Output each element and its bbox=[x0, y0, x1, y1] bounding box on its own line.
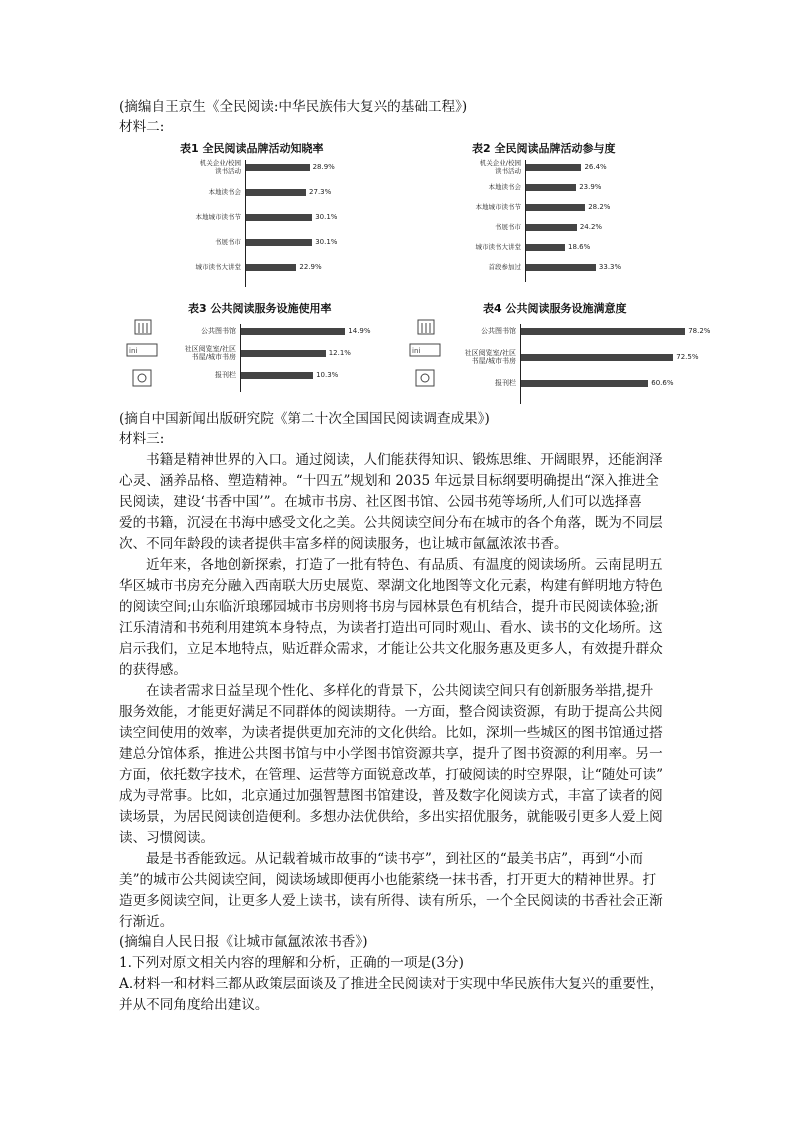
paragraph-line: 心灵、涵养品格、塑造精神。“十四五”规划和 2035 年远景目标纲要明确提出“深入推进全 bbox=[119, 473, 659, 489]
chart-axis bbox=[520, 324, 521, 404]
chart-value-label: 24.2% bbox=[579, 223, 603, 231]
chart-value-label: 30.1% bbox=[315, 213, 338, 221]
paragraph-line: 近年来，各地创新探索，打造了一批有特色、有品质、有温度的阅读场所。云南昆明五 bbox=[146, 557, 663, 573]
paragraph-line: 书籍是精神世界的入口。通过阅读，人们能获得知识、锻炼思维、开阔眼界，还能润泽 bbox=[146, 452, 663, 468]
chart-3 bbox=[120, 300, 400, 400]
source-note-1: (摘编自王京生《全民阅读:中华民族伟大复兴的基础工程》) bbox=[119, 99, 468, 115]
chart-value-label: 28.9% bbox=[312, 163, 335, 171]
paragraph-line: 建总分馆体系，推进公共图书馆与中小学图书馆资源共享，提升了图书资源的利用率。另一 bbox=[119, 746, 663, 762]
chart-value-label: 23.9% bbox=[579, 183, 602, 191]
chart-value-label: 60.6% bbox=[651, 379, 674, 387]
chart-category-label: 书展书市 bbox=[215, 238, 241, 246]
chart-category-label: 公共图书馆 bbox=[481, 327, 516, 335]
chart-4 bbox=[405, 300, 711, 405]
chart-bar bbox=[526, 204, 585, 211]
paragraph-line: 爱的书籍，沉浸在书海中感受文化之美。公共阅读空间分布在城市的各个角落，既为不同层 bbox=[119, 515, 663, 531]
chart-value-label: 27.3% bbox=[309, 188, 332, 196]
chart-title: 表1 全民阅读品牌活动知晓率 bbox=[180, 142, 324, 155]
chart-bar bbox=[246, 164, 310, 171]
chart-bar bbox=[246, 239, 312, 246]
chart-bar bbox=[526, 164, 581, 171]
chart-category-label: 报刊栏 bbox=[495, 379, 516, 387]
chart-value-label: 33.3% bbox=[598, 263, 622, 271]
chart-value-label: 78.2% bbox=[688, 327, 711, 335]
library-building-icon bbox=[125, 318, 161, 390]
paragraph-line: 方面，依托数字技术，在管理、运营等方面锐意改革，打破阅读的时空界限，让“随处可读” bbox=[119, 767, 664, 783]
chart-category-label: 公共图书馆 bbox=[201, 327, 236, 335]
chart-value-label: 22.9% bbox=[299, 263, 322, 271]
chart-category-label: 社区阅览室/社区 书屋/城市书房 bbox=[464, 349, 516, 365]
chart-value-label: 28.2% bbox=[588, 203, 611, 211]
paragraph-line: 读空间使用的效率，为读者提供更加充沛的文化供给。比如，深圳一些城区的图书馆通过搭 bbox=[119, 725, 663, 741]
chart-value-label: 72.5% bbox=[676, 353, 699, 361]
chart-category-label: 本地读书会 bbox=[488, 183, 521, 191]
chart-category-label: 机关企业/校园 读书活动 bbox=[199, 159, 241, 175]
paragraph-line: 次、不同年龄段的读者提供丰富多样的阅读服务，也让城市氤氲浓浓书香。 bbox=[119, 536, 568, 552]
chart-bar bbox=[246, 214, 312, 221]
svg-text:ini: ini bbox=[129, 347, 138, 355]
chart-value-label: 12.1% bbox=[328, 349, 351, 357]
chart-value-label: 18.6% bbox=[568, 243, 591, 251]
library-building-icon-2 bbox=[408, 318, 444, 390]
chart-bar bbox=[246, 264, 296, 271]
paragraph-line: 华区城市书房充分融入西南联大历史展览、翠湖文化地图等文化元素，构建有鲜明地方特色 bbox=[119, 578, 663, 594]
chart-category-label: 书展书市 bbox=[495, 223, 521, 231]
chart-value-label: 10.3% bbox=[316, 371, 339, 379]
paragraph-line: 在读者需求日益呈现个性化、多样化的背景下，公共阅读空间只有创新服务举措,提升 bbox=[146, 683, 654, 699]
chart-title: 表4 公共阅读服务设施满意度 bbox=[483, 302, 627, 315]
chart-2 bbox=[440, 140, 670, 285]
chart-category-label: 报刊栏 bbox=[215, 371, 236, 379]
chart-category-label: 首段参加过 bbox=[488, 263, 521, 271]
chart-bar bbox=[526, 224, 577, 231]
paragraph-line: 民阅读，建设‘书香中国’”。在城市书房、社区图书馆、公园书苑等场所,人们可以选择喜 bbox=[119, 494, 642, 510]
chart-bar bbox=[241, 328, 345, 335]
option-a: A.材料一和材料三都从政策层面谈及了推进全民阅读对于实现中华民族伟大复兴的重要性， bbox=[119, 976, 664, 992]
paragraph-line: 造更多阅读空间，让更多人爱上读书，读有所得、读有所乐，一个全民阅读的书香社会正渐 bbox=[119, 893, 663, 909]
option-a-cont: 并从不同角度给出建议。 bbox=[119, 997, 269, 1013]
chart-title: 表3 公共阅读服务设施使用率 bbox=[188, 302, 332, 315]
svg-text:ini: ini bbox=[412, 347, 421, 355]
paragraph-line: 读、习惯阅读。 bbox=[119, 830, 215, 846]
source-note-3: (摘编自人民日报《让城市氤氲浓浓书香》) bbox=[119, 934, 368, 950]
chart-bar bbox=[246, 189, 306, 196]
chart-category-label: 本地城市读书节 bbox=[195, 213, 241, 221]
chart-category-label: 本地城市读书节 bbox=[475, 203, 521, 211]
material-2-label: 材料二: bbox=[119, 119, 165, 135]
chart-value-label: 14.9% bbox=[348, 327, 371, 335]
chart-bar bbox=[526, 244, 565, 251]
chart-1 bbox=[160, 140, 390, 280]
chart-bar bbox=[526, 264, 596, 271]
paragraph-line: 成为寻常事。比如，北京通过加强智慧图书馆建设，普及数字化阅读方式，丰富了读者的阅 bbox=[119, 788, 663, 804]
chart-bar bbox=[521, 354, 673, 361]
charts-source-note: (摘自中国新闻出版研究院《第二十次全国国民阅读调查成果》) bbox=[119, 411, 490, 427]
chart-category-label: 社区阅览室/社区 书屋/城市书房 bbox=[184, 345, 236, 361]
chart-bar bbox=[521, 380, 648, 387]
chart-value-label: 26.4% bbox=[584, 163, 607, 171]
chart-category-label: 机关企业/校园 读书活动 bbox=[479, 159, 521, 175]
chart-bar bbox=[241, 372, 313, 379]
paragraph-line: 的阅读空间;山东临沂琅琊园城市书房则将书房与园林景色有机结合，提升市民阅读体验;浙 bbox=[119, 599, 659, 615]
chart-category-label: 本地读书会 bbox=[208, 188, 241, 196]
question-stem: 1.下列对原文相关内容的理解和分析，正确的一项是(3分) bbox=[119, 955, 464, 971]
chart-bar bbox=[526, 184, 576, 191]
paragraph-line: 最是书香能致远。从记载着城市故事的“读书亭”，到社区的“最美书店”，再到“小而 bbox=[146, 851, 643, 867]
chart-bar bbox=[521, 328, 685, 335]
paragraph-line: 读场景，为居民阅读创造便利。多想办法优供给，多出实招优服务，就能吸引更多人爱上阅 bbox=[119, 809, 663, 825]
paragraph-line: 服务效能，才能更好满足不同群体的阅读期待。一方面，整合阅读资源，有助于提高公共阅 bbox=[119, 704, 663, 720]
chart-category-label: 城市读书大讲堂 bbox=[475, 243, 521, 251]
chart-bar bbox=[241, 350, 326, 357]
paragraph-line: 行渐近。 bbox=[119, 914, 174, 930]
paragraph-line: 启示我们，立足本地特点，贴近群众需求，才能让公共文化服务惠及更多人，有效提升群众 bbox=[119, 641, 663, 657]
paragraph-line: 江乐清清和书苑利用建筑本身特点，为读者打造出可同时观山、看水、读书的文化场所。这 bbox=[119, 620, 663, 636]
paragraph-line: 的获得感。 bbox=[119, 662, 187, 678]
chart-title: 表2 全民阅读品牌活动参与度 bbox=[472, 142, 616, 155]
chart-category-label: 城市读书大讲堂 bbox=[195, 263, 241, 271]
paragraph-line: 美”的城市公共阅读空间，阅读场域即便再小也能萦绕一抹书香，打开更大的精神世界。打 bbox=[119, 872, 657, 888]
material-3-label: 材料三: bbox=[119, 431, 165, 447]
chart-value-label: 30.1% bbox=[315, 238, 338, 246]
